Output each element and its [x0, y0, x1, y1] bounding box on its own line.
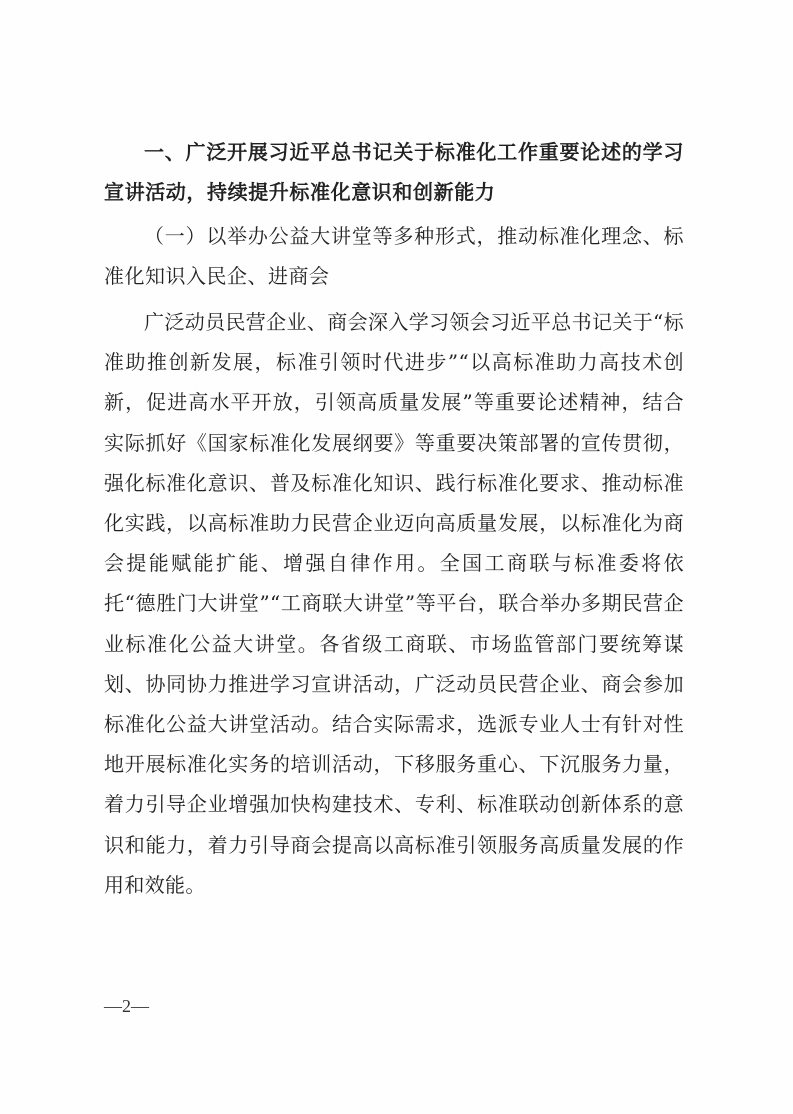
document-body	[104, 132, 684, 905]
subsection-heading: （一）以举办公益大讲堂等多种形式，推动标准化理念、标准化知识入民企、进商会	[104, 224, 684, 288]
body-paragraph: 广泛动员民营企业、商会深入学习领会习近平总书记关于“标准助推创新发展，标准引领时代进步”“以高标准助力高技术创新，促进高水平开放，引领高质量发展”等重要论述精神，结合实际抓好《国家标准化发展纲要》等重要决策部署的宣传贯彻，强化标准化意识、普及标准化知识、践行标准化要求、推动标准化实践，以高标准助力民营企业迈向高质量发展，以标准化为商会提能赋能扩能、增强自律作用。全国工商联与标准委将依托“德胜门大讲堂”“工商联大讲堂”等平台，联合举办多期民营企业标准化公益大讲堂。各省级工商联、市场监管部门要统筹谋划、协同协力推进学习宣讲活动，广泛动员民营企业、商会参加标准化公益大讲堂活动。结合实际需求，选派专业人士有针对性地开展标准化实务的培训活动，下移服务重心、下沉服务力量，着力引导企业增强加快构建技术、专利、标准联动创新体系的意识和能力，着力引导商会提高以高标准引领服务高质量发展的作用和效能。	[104, 310, 684, 897]
section-heading: 一、广泛开展习近平总书记关于标准化工作重要论述的学习宣讲活动，持续提升标准化意识和创新能力	[104, 140, 684, 204]
page-number: —2—	[104, 996, 149, 1016]
